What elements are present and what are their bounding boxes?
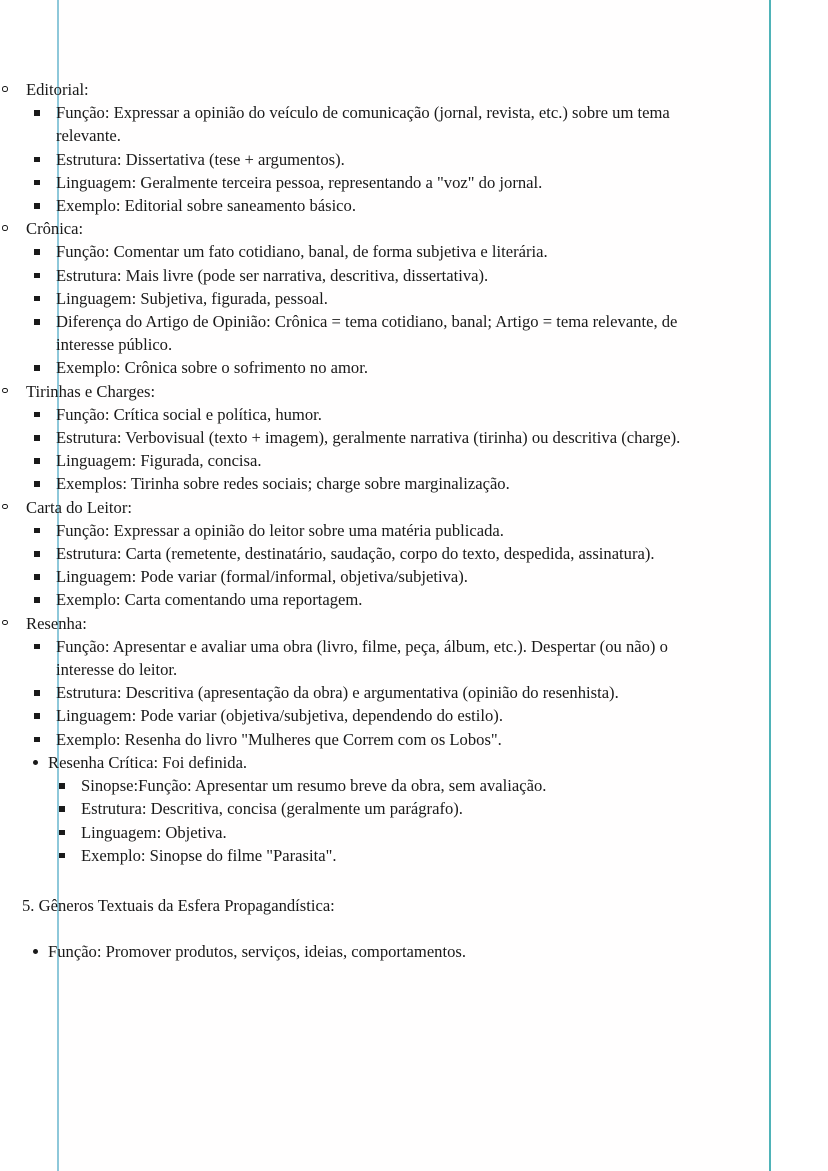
square-bullet-icon [34,690,40,696]
genre-name: Tirinhas e Charges: [26,381,156,401]
genre-detail [26,588,709,611]
square-bullet-icon [34,412,40,418]
genre-item-tirinhas-charges [0,380,709,496]
genre-item-editorial [0,78,709,217]
genre-detail-text: Estrutura: Dissertativa (tese + argumentos). [56,149,345,169]
genre-detail-text: Função: Apresentar e avaliar uma obra (livro, filme, peça, álbum, etc.). Despertar (ou não) o interesse do leitor. [56,636,668,680]
resenha-critica-detail-list [48,774,709,867]
genre-detail-text: Linguagem: Pode variar (formal/informal, objetiva/subjetiva). [56,567,468,587]
square-bullet-icon [34,249,40,255]
genre-name: Editorial: [26,80,89,99]
genre-detail [26,310,709,356]
square-bullet-icon [34,597,40,603]
square-bullet-icon [34,551,40,557]
genre-detail-text: Função: Comentar um fato cotidiano, banal, de forma subjetiva e literária. [56,242,548,262]
genre-detail-text: Exemplo: Carta comentando uma reportagem. [56,590,363,610]
resenha-critica-label: Resenha Crítica: Foi definida. [48,752,248,772]
genre-detail-text: Linguagem: Geralmente terceira pessoa, representando a "voz" do jornal. [56,172,543,192]
genre-detail [26,449,709,472]
genre-detail [26,426,709,449]
genre-detail-text: Linguagem: Pode variar (objetiva/subjetiva, dependendo do estilo). [56,706,503,726]
genre-detail [26,194,709,217]
genre-detail [26,704,709,727]
square-bullet-icon [59,853,65,859]
disc-bullet-icon [33,949,38,954]
section-5-item [0,940,709,963]
circle-bullet-icon [2,225,8,231]
circle-bullet-icon [2,620,8,626]
genre-detail [26,728,709,751]
genre-detail-text: Estrutura: Descritiva (apresentação da obra) e argumentativa (opinião do resenhista). [56,683,619,703]
section-5-heading: 5. Gêneros Textuais da Esfera Propagandística: [22,895,335,915]
genre-detail-text: Linguagem: Figurada, concisa. [56,451,262,471]
genre-detail-text: Exemplos: Tirinha sobre redes sociais; charge sobre marginalização. [56,474,510,494]
genre-detail-list [26,635,709,751]
resenha-critica-detail-text: Sinopse:Função: Apresentar um resumo breve da obra, sem avaliação. [81,776,547,796]
right-page-rule [769,0,771,1171]
genre-detail-text: Função: Expressar a opinião do leitor sobre uma matéria publicada. [56,520,504,540]
genre-name: Crônica: [26,219,84,239]
square-bullet-icon [34,273,40,279]
resenha-critica-item [0,751,709,867]
square-bullet-icon [34,365,40,371]
circle-bullet-icon [2,388,8,394]
genre-detail [26,519,709,542]
genre-name: Carta do Leitor: [26,497,132,517]
genre-detail-text: Estrutura: Mais livre (pode ser narrativa, descritiva, dissertativa). [56,265,489,285]
square-bullet-icon [59,783,65,789]
genre-detail [26,287,709,310]
heading-top-spacer [0,867,709,894]
genre-detail [26,264,709,287]
genre-list [0,78,709,751]
square-bullet-icon [59,830,65,836]
resenha-critica-detail [48,797,709,820]
square-bullet-icon [34,481,40,487]
genre-detail [26,635,709,681]
genre-detail [26,542,709,565]
genre-detail-text: Exemplo: Editorial sobre saneamento básico. [56,196,356,216]
genre-detail [26,565,709,588]
square-bullet-icon [34,319,40,325]
square-bullet-icon [59,806,65,812]
genre-detail-list [26,519,709,612]
genre-detail [26,240,709,263]
square-bullet-icon [34,528,40,534]
genre-detail-list [26,101,709,217]
genre-detail [26,148,709,171]
square-bullet-icon [34,203,40,209]
genre-detail-list [26,403,709,496]
resenha-critica-list [0,751,709,867]
genre-detail [26,403,709,426]
genre-detail-text: Função: Expressar a opinião do veículo de comunicação (jornal, revista, etc.) sobre um tema relevante. [56,103,670,146]
section-5-item-text: Função: Promover produtos, serviços, ideias, comportamentos. [48,942,466,962]
square-bullet-icon [34,110,40,116]
square-bullet-icon [34,574,40,580]
genre-detail-text: Função: Crítica social e política, humor. [56,404,322,424]
genre-detail-text: Exemplo: Resenha do livro "Mulheres que Correm com os Lobos". [56,729,502,749]
document-content [0,78,709,963]
square-bullet-icon [34,458,40,464]
square-bullet-icon [34,180,40,186]
genre-detail-text: Exemplo: Crônica sobre o sofrimento no amor. [56,358,368,378]
genre-detail-text: Estrutura: Verbovisual (texto + imagem), geralmente narrativa (tirinha) ou descritiva (charge). [56,428,681,448]
heading-bottom-spacer [0,917,709,940]
genre-detail-list [26,240,709,379]
resenha-critica-detail-text: Linguagem: Objetiva. [81,822,227,842]
genre-detail [26,101,709,147]
genre-detail [26,681,709,704]
square-bullet-icon [34,157,40,163]
resenha-critica-detail [48,821,709,844]
genre-name: Resenha: [26,613,87,633]
circle-bullet-icon [2,86,8,92]
genre-item-carta-do-leitor [0,496,709,612]
circle-bullet-icon [2,504,8,510]
resenha-critica-detail-text: Estrutura: Descritiva, concisa (geralmente um parágrafo). [81,799,463,819]
genre-detail [26,356,709,379]
square-bullet-icon [34,296,40,302]
resenha-critica-detail-text: Exemplo: Sinopse do filme "Parasita". [81,845,337,865]
genre-detail [26,171,709,194]
genre-detail-text: Estrutura: Carta (remetente, destinatário, saudação, corpo do texto, despedida, assinatura). [56,544,655,564]
genre-item-cronica [0,217,709,379]
genre-detail [26,472,709,495]
section-5-list [0,940,709,963]
genre-item-resenha [0,612,709,751]
resenha-critica-detail [48,844,709,867]
disc-bullet-icon [33,760,38,765]
square-bullet-icon [34,713,40,719]
square-bullet-icon [34,737,40,743]
genre-detail-text: Linguagem: Subjetiva, figurada, pessoal. [56,288,328,308]
resenha-critica-detail [48,774,709,797]
square-bullet-icon [34,435,40,441]
square-bullet-icon [34,644,40,650]
genre-detail-text: Diferença do Artigo de Opinião: Crônica = tema cotidiano, banal; Artigo = tema relevante, de interesse público. [56,312,678,355]
